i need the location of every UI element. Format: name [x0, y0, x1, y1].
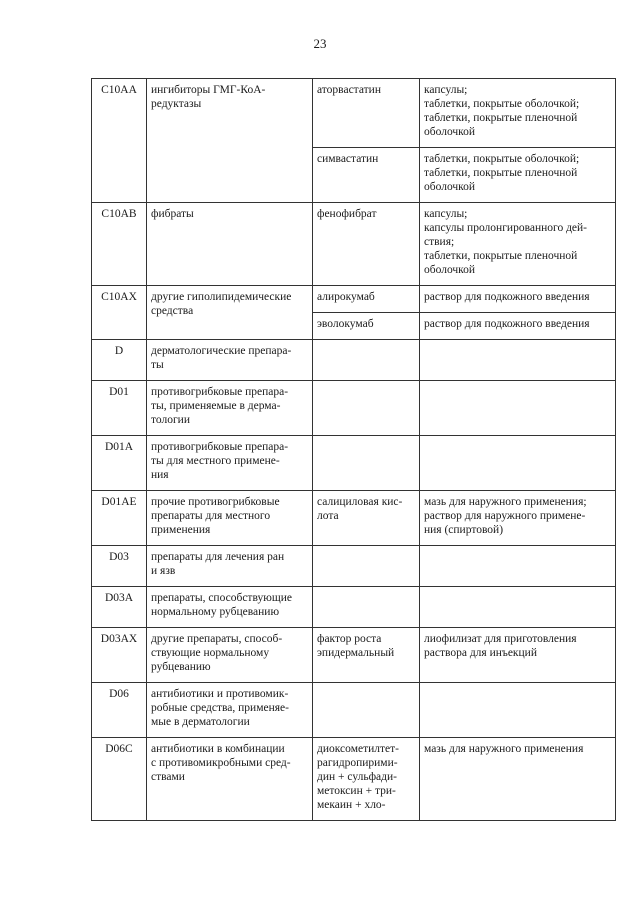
substance-cell	[313, 546, 420, 587]
atc-code-cell: D01A	[92, 436, 147, 491]
substance-cell	[313, 436, 420, 491]
substance-cell: аторвастатин	[313, 79, 420, 148]
atc-code-cell: D06	[92, 683, 147, 738]
substance-cell	[313, 587, 420, 628]
group-name-cell: другие гиполипидемические средства	[147, 286, 313, 340]
dosage-form-cell: мазь для наружного применения; раствор для наружного примене- ния (спиртовой)	[420, 491, 616, 546]
substance-cell: симвастатин	[313, 148, 420, 203]
dosage-form-cell	[420, 546, 616, 587]
table-row	[92, 628, 616, 683]
table-row	[92, 738, 616, 821]
group-name-cell: другие препараты, способ- ствующие нормальному рубцеванию	[147, 628, 313, 683]
dosage-form-cell	[420, 381, 616, 436]
table-row	[92, 79, 616, 148]
substance-cell	[313, 683, 420, 738]
atc-code-cell: D03	[92, 546, 147, 587]
dosage-form-cell	[420, 683, 616, 738]
dosage-form-cell: капсулы; таблетки, покрытые оболочкой; таблетки, покрытые пленочной оболочкой	[420, 79, 616, 148]
group-name-cell: дерматологические препара- ты	[147, 340, 313, 381]
table-row	[92, 546, 616, 587]
group-name-cell: антибиотики и противомик- робные средства, применяе- мые в дерматологии	[147, 683, 313, 738]
atc-code-cell: D	[92, 340, 147, 381]
atc-code-cell: D01AE	[92, 491, 147, 546]
group-name-cell: противогрибковые препара- ты, применяемые в дерма- тологии	[147, 381, 313, 436]
dosage-form-cell: мазь для наружного применения	[420, 738, 616, 821]
group-name-cell: противогрибковые препара- ты для местного примене- ния	[147, 436, 313, 491]
substance-cell: фенофибрат	[313, 203, 420, 286]
substance-cell: диоксометилтет- рагидропирими- дин + сульфади- метоксин + три- мекаин + хло-	[313, 738, 420, 821]
dosage-form-cell: раствор для подкожного введения	[420, 313, 616, 340]
group-name-cell: антибиотики в комбинации с противомикробными сред- ствами	[147, 738, 313, 821]
substance-cell	[313, 340, 420, 381]
atc-code-cell: D01	[92, 381, 147, 436]
substance-cell	[313, 381, 420, 436]
dosage-form-cell: капсулы; капсулы пролонгированного дей- ствия; таблетки, покрытые пленочной оболочкой	[420, 203, 616, 286]
table-row	[92, 491, 616, 546]
dosage-form-cell: лиофилизат для приготовления раствора для инъекций	[420, 628, 616, 683]
dosage-form-cell: раствор для подкожного введения	[420, 286, 616, 313]
substance-cell: алирокумаб	[313, 286, 420, 313]
group-name-cell: прочие противогрибковые препараты для местного применения	[147, 491, 313, 546]
atc-code-cell: D03AX	[92, 628, 147, 683]
atc-code-cell: C10AX	[92, 286, 147, 340]
substance-cell: салициловая кис- лота	[313, 491, 420, 546]
dosage-form-cell: таблетки, покрытые оболочкой; таблетки, покрытые пленочной оболочкой	[420, 148, 616, 203]
dosage-form-cell	[420, 587, 616, 628]
atc-code-cell: C10AA	[92, 79, 147, 203]
drug-table	[91, 78, 616, 821]
dosage-form-cell	[420, 436, 616, 491]
table-row	[92, 436, 616, 491]
atc-code-cell: D03A	[92, 587, 147, 628]
table-row	[92, 381, 616, 436]
dosage-form-cell	[420, 340, 616, 381]
table-row	[92, 683, 616, 738]
atc-code-cell: C10AB	[92, 203, 147, 286]
page-number: 23	[313, 36, 327, 51]
group-name-cell: фибраты	[147, 203, 313, 286]
table-row	[92, 203, 616, 286]
atc-code-cell: D06C	[92, 738, 147, 821]
group-name-cell: препараты для лечения ран и язв	[147, 546, 313, 587]
table-row	[92, 587, 616, 628]
table-row	[92, 286, 616, 313]
group-name-cell: ингибиторы ГМГ-КоА- редуктазы	[147, 79, 313, 203]
group-name-cell: препараты, способствующие нормальному рубцеванию	[147, 587, 313, 628]
table-row	[92, 340, 616, 381]
substance-cell: фактор роста эпидермальный	[313, 628, 420, 683]
substance-cell: эволокумаб	[313, 313, 420, 340]
